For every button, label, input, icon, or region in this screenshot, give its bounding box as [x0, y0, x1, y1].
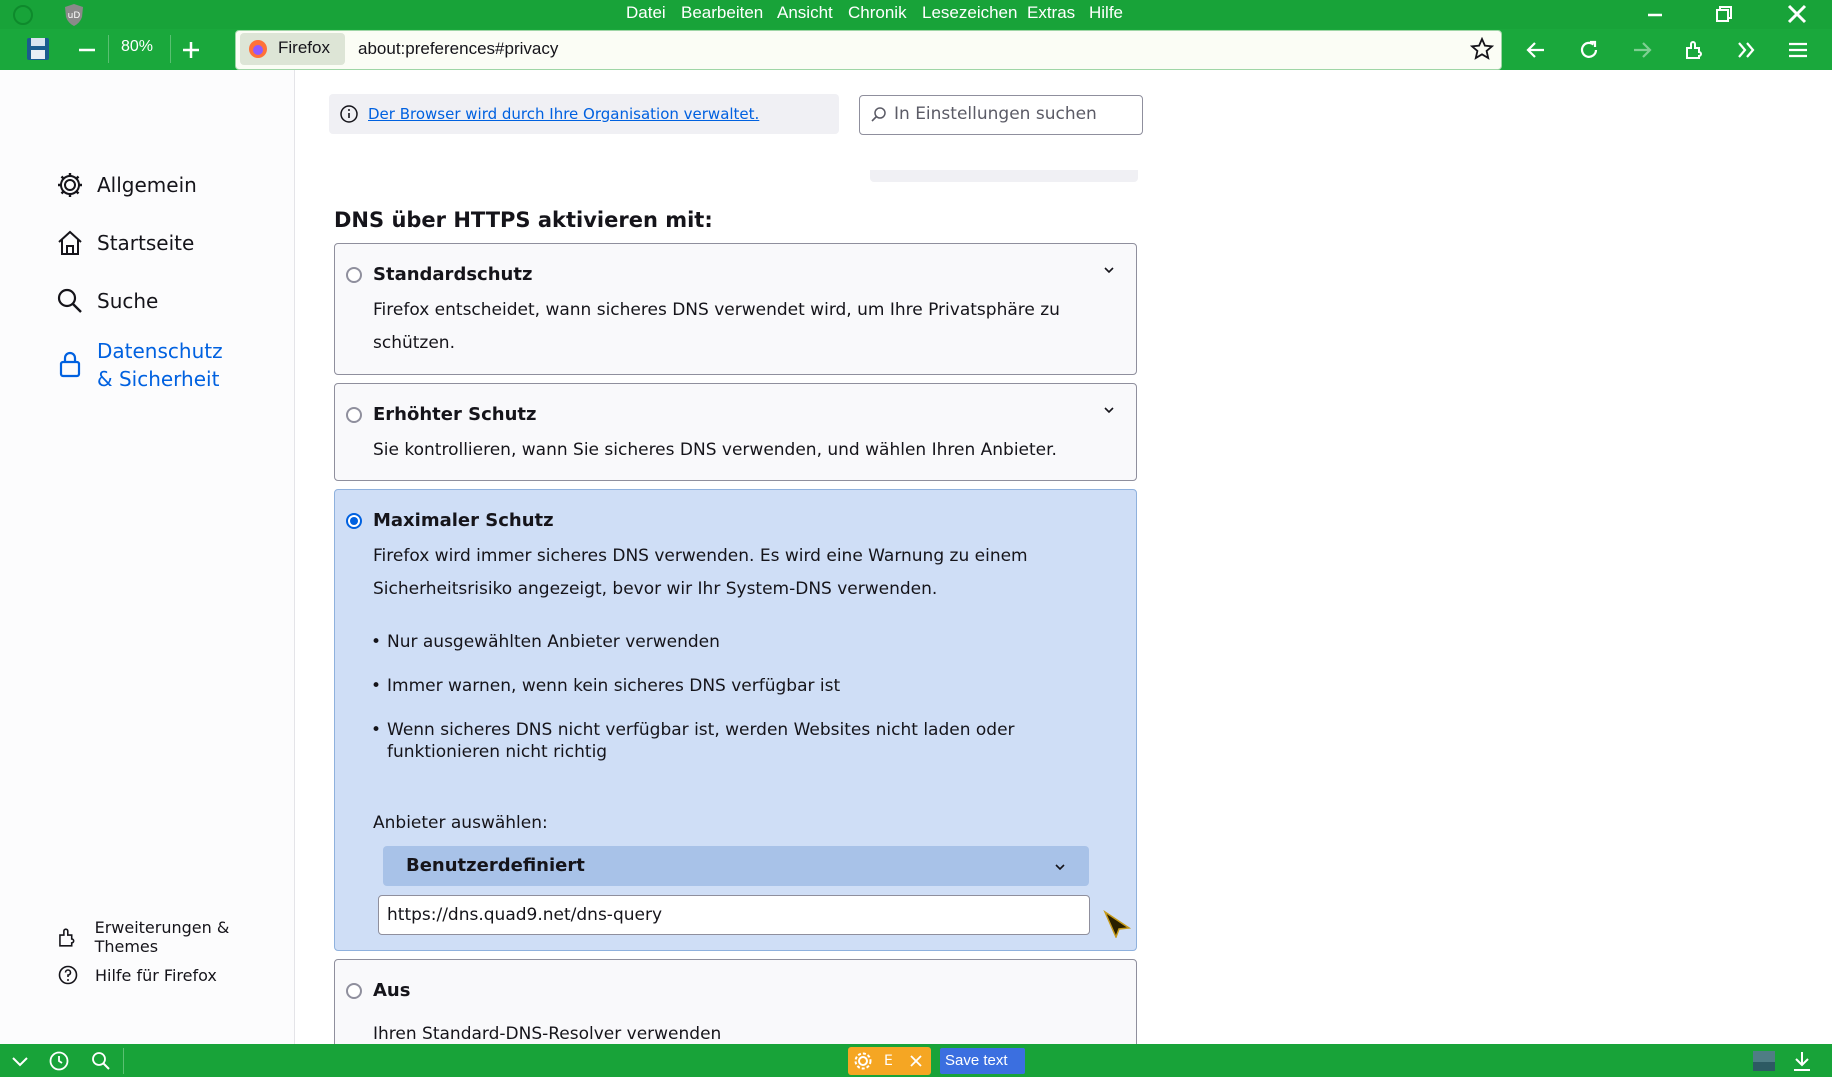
url-text[interactable]: about:preferences#privacy [358, 39, 559, 58]
option-title: Maximaler Schutz [373, 510, 554, 531]
option-title: Standardschutz [373, 264, 533, 285]
info-icon [339, 104, 359, 124]
svg-text:uD: uD [67, 11, 81, 21]
restore-icon[interactable] [1714, 4, 1734, 24]
identity-box[interactable] [240, 33, 345, 65]
reload-icon[interactable] [1577, 38, 1601, 62]
statusbar-separator [123, 1048, 124, 1074]
hamburger-menu-icon[interactable] [1786, 38, 1810, 62]
menu-hilfe[interactable]: Hilfe [1089, 3, 1124, 22]
list-item: • Immer warnen, wenn kein sicheres DNS verfügbar ist [387, 675, 1067, 697]
provider-label: Anbieter auswählen: [373, 813, 548, 833]
dns-option-increased[interactable] [334, 383, 1137, 481]
save-text-label: Save text [945, 1052, 1008, 1069]
sidebar-item-label: Suche [97, 289, 159, 313]
mouse-cursor-icon [1103, 910, 1131, 938]
extensions-icon[interactable] [1682, 38, 1706, 62]
dns-option-max[interactable] [334, 489, 1137, 951]
dns-heading: DNS über HTTPS aktivieren mit: [334, 208, 713, 232]
sidebar-item-suche[interactable] [55, 286, 158, 316]
screen-widget-icon[interactable] [1752, 1050, 1776, 1072]
dns-option-standard[interactable] [334, 243, 1137, 375]
custom-dns-url-value: https://dns.quad9.net/dns-query [387, 905, 663, 925]
zoom-level[interactable]: 80% [121, 38, 154, 55]
zoom-out-icon[interactable] [76, 39, 98, 61]
zoom-in-icon[interactable] [180, 39, 202, 61]
home-icon [55, 228, 85, 258]
radio-increased[interactable] [346, 407, 362, 423]
chevron-down-icon [1053, 859, 1067, 873]
sidebar-help[interactable] [57, 964, 217, 986]
provider-select[interactable] [383, 846, 1089, 886]
identity-label: Firefox [278, 38, 330, 57]
sidebar-item-label: Allgemein [97, 173, 197, 197]
download-icon[interactable] [1790, 1049, 1814, 1073]
provider-selected-value: Benutzerdefiniert [406, 855, 585, 876]
policy-link[interactable]: Der Browser wird durch Ihre Organisation verwaltet. [368, 105, 760, 123]
footer-label: Erweiterungen & Themes [94, 918, 230, 956]
menubar [0, 0, 1832, 29]
option-description: Firefox entscheidet, wann sicheres DNS verwendet wird, um Ihre Privatsphäre zu schützen. [373, 300, 1060, 353]
categories-sidebar [0, 70, 295, 1044]
ublock-icon[interactable] [63, 3, 85, 27]
chevron-down-icon[interactable] [1102, 403, 1116, 421]
close-icon[interactable] [908, 1053, 924, 1069]
bookmark-star-icon[interactable] [1470, 37, 1494, 61]
addon-label: E [884, 1053, 893, 1069]
sidebar-extensions-themes[interactable] [57, 918, 294, 956]
sidebar-item-startseite[interactable] [55, 228, 194, 258]
menu-datei[interactable]: Datei [626, 3, 666, 22]
option-title: Erhöhter Schutz [373, 404, 537, 425]
toolbar-separator [108, 35, 109, 63]
option-description: Sie kontrollieren, wann Sie sicheres DNS verwenden, und wählen Ihren Anbieter. [373, 440, 1057, 460]
menu-lesezeichen[interactable]: Lesezeichen [922, 3, 1018, 22]
footer-label: Hilfe für Firefox [95, 965, 217, 985]
sidebar-item-datenschutz[interactable] [55, 337, 255, 393]
chevron-down-icon[interactable] [10, 1051, 30, 1071]
sidebar-item-label: Datenschutz & Sicherheit [97, 339, 223, 391]
search-icon[interactable] [90, 1050, 112, 1072]
gear-icon [853, 1051, 873, 1071]
lock-icon [55, 349, 85, 379]
puzzle-icon [57, 926, 79, 948]
menu-chronik[interactable]: Chronik [848, 3, 907, 22]
option-description: Ihren Standard-DNS-Resolver verwenden [373, 1024, 722, 1044]
app-logo-icon [12, 4, 34, 26]
radio-off[interactable] [346, 983, 362, 999]
toolbar-separator [170, 35, 171, 63]
minimize-icon[interactable] [1645, 4, 1665, 24]
status-bar [0, 1044, 1832, 1077]
help-icon [57, 964, 79, 986]
radio-standard[interactable] [346, 267, 362, 283]
close-icon[interactable] [1786, 3, 1808, 25]
menu-extras[interactable]: Extras [1027, 3, 1076, 22]
addon-widget[interactable] [848, 1047, 931, 1075]
policy-notice [329, 94, 839, 134]
menu-ansicht[interactable]: Ansicht [777, 3, 833, 22]
list-item: • Wenn sicheres DNS nicht verfügbar ist, werden Websites nicht laden oder funktionieren nicht richtig [387, 719, 1067, 763]
history-clock-icon[interactable] [48, 1050, 70, 1072]
firefox-logo-icon [248, 39, 268, 59]
save-text-button[interactable] [940, 1048, 1025, 1074]
gear-icon [55, 170, 85, 200]
forward-icon[interactable] [1630, 38, 1654, 62]
search-icon [870, 106, 888, 124]
custom-dns-url-input[interactable] [378, 895, 1090, 935]
option-title: Aus [373, 980, 411, 1001]
option-description: Firefox wird immer sicheres DNS verwenden. Es wird eine Warnung zu einem Sicherheitsrisiko angezeigt, bevor wir Ihr System-DNS verwenden. [373, 546, 1028, 599]
sidebar-item-label: Startseite [97, 231, 195, 255]
sidebar-item-allgemein[interactable] [55, 170, 197, 200]
chevron-down-icon[interactable] [1102, 263, 1116, 281]
menu-bearbeiten[interactable]: Bearbeiten [681, 3, 764, 22]
settings-search-input[interactable] [859, 95, 1143, 135]
list-item: • Nur ausgewählten Anbieter verwenden [387, 631, 1067, 653]
back-icon[interactable] [1524, 38, 1548, 62]
search-placeholder: In Einstellungen suchen [894, 104, 1097, 124]
save-page-icon[interactable] [25, 36, 51, 62]
overflow-chevrons-icon[interactable] [1734, 38, 1758, 62]
radio-max[interactable] [346, 513, 362, 529]
search-icon [55, 286, 85, 316]
scrolled-content-fragment [870, 170, 1138, 182]
